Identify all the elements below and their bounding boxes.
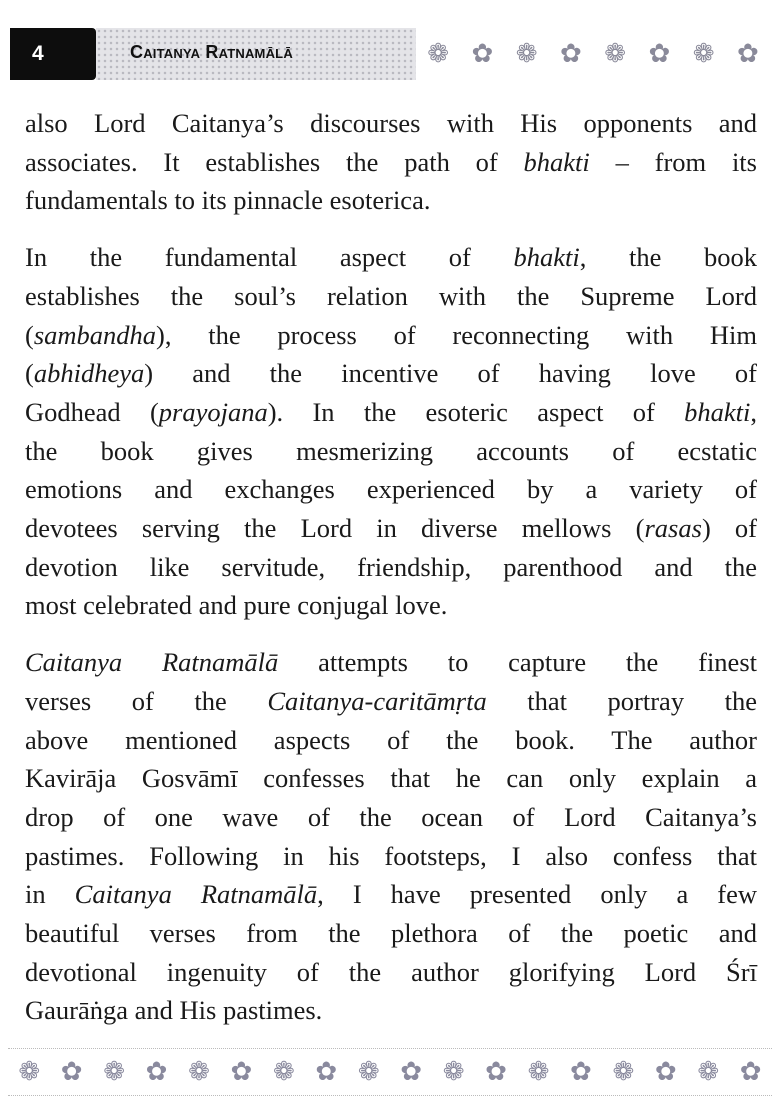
body-text [25,104,757,1048]
text-line [25,759,757,798]
text-segment: , the book [579,242,758,273]
text-segment: that portray the [486,685,757,716]
text-segment: , [750,396,757,427]
paragraph [25,104,757,220]
italic-term: bhakti [513,242,580,273]
text-line [25,643,757,682]
italic-term: abhidheya [33,358,145,389]
footer-ornament-icon: ❁ ✿ ❁ ✿ ❁ ✿ ❁ ✿ ❁ ✿ ❁ ✿ ❁ ✿ ❁ ✿ ❁ ✿ [8,1048,772,1096]
text-line [25,798,757,837]
text-segment: ), the process of reconnecting with Him [156,319,757,350]
text-line [25,277,757,316]
text-segment: devotion like servitude, friendship, parenthood and the [25,551,757,582]
text-line [25,432,757,471]
page-number: 4 [10,28,96,80]
text-line [25,181,757,220]
italic-term: bhakti [684,396,751,427]
text-segment: devotees serving the Lord in diverse mellows ( [25,513,645,544]
paragraph [25,643,757,1030]
text-line [25,682,757,721]
text-line [25,991,757,1030]
text-segment: emotions and exchanges experienced by a variety of [25,474,757,505]
text-line [25,875,757,914]
text-line [25,393,757,432]
text-segment: drop of one wave of the ocean of Lord Caitanya’s [25,801,757,832]
text-line [25,470,757,509]
text-segment: In the fundamental aspect of [25,242,514,273]
italic-term: sambandha [33,319,157,350]
text-line [25,316,757,355]
text-segment: Kavirāja Gosvāmī confesses that he can only explain a [25,763,757,794]
text-segment: – from its [589,146,757,177]
text-line [25,143,757,182]
text-segment: associates. It establishes the path of [25,146,524,177]
text-line [25,509,757,548]
text-line [25,104,757,143]
text-segment: Gaurāṅga and His pastimes. [25,995,323,1026]
text-segment: devotional ingenuity of the author glorifying Lord Śrī [25,956,757,987]
text-line [25,586,757,625]
text-segment: establishes the soul’s relation with the Supreme Lord [25,280,757,311]
italic-term: bhakti [523,146,590,177]
italic-term: Caitanya Ratnamālā [74,879,318,910]
italic-term: Caitanya-caritāmṛta [267,685,487,716]
title-bar [96,28,416,80]
running-header [10,28,770,80]
text-segment: in [25,879,75,910]
header-ornament-icon: ❁ ✿ ❁ ✿ ❁ ✿ ❁ ✿ [427,39,759,68]
text-line [25,238,757,277]
text-segment: , I have presented only a few [317,879,757,910]
text-segment: the book gives mesmerizing accounts of ecstatic [25,435,757,466]
italic-term: rasas [644,513,702,544]
text-segment: beautiful verses from the plethora of the poetic and [25,918,757,949]
text-line [25,953,757,992]
text-segment: ) and the incentive of having love of [144,358,757,389]
italic-term: Caitanya Ratnamālā [25,647,279,678]
text-segment: most celebrated and pure conjugal love. [25,590,448,621]
italic-term: prayojana [158,396,268,427]
text-segment: Godhead ( [25,396,159,427]
text-line [25,354,757,393]
text-segment: attempts to capture the finest [278,647,757,678]
text-segment: ( [25,358,34,389]
text-line [25,721,757,760]
running-title: Caitanya Ratnamālā [130,42,293,62]
text-segment: fundamentals to its pinnacle esoterica. [25,185,431,216]
text-segment: also Lord Caitanya’s discourses with His opponents and [25,108,757,138]
text-segment: verses of the [25,685,268,716]
text-line [25,914,757,953]
text-segment: above mentioned aspects of the book. The author [25,724,757,755]
text-segment: ). In the esoteric aspect of [267,396,685,427]
text-line [25,837,757,876]
text-segment: ) of [701,513,757,544]
paragraph [25,238,757,625]
text-line [25,548,757,587]
text-segment: ( [25,319,34,350]
text-segment: pastimes. Following in his footsteps, I also confess that [25,840,757,871]
